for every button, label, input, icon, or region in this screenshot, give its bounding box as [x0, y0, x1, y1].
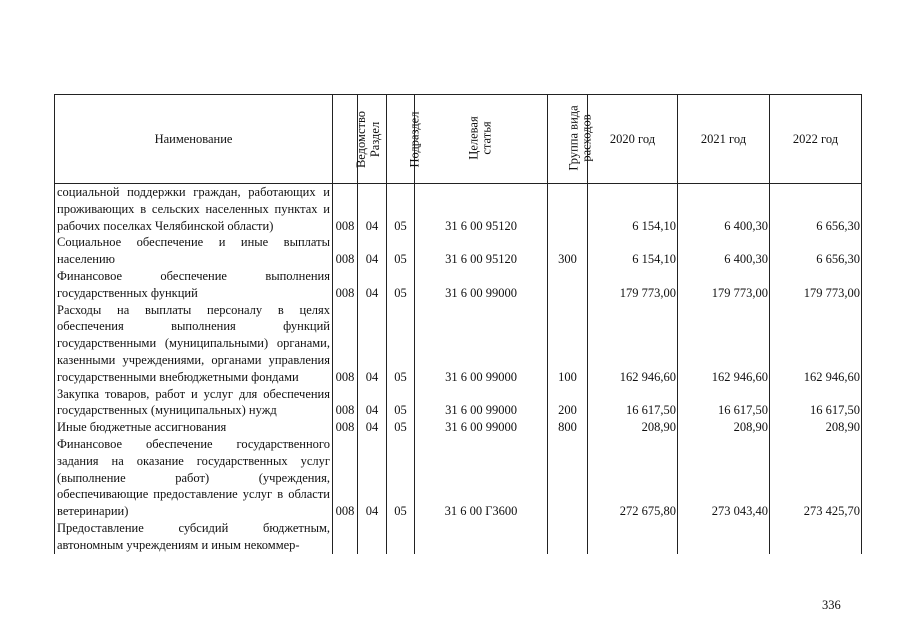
cell-expense-group: 800: [548, 419, 588, 436]
cell-target-article: 31 6 00 99000: [415, 268, 548, 302]
budget-table: [54, 94, 862, 554]
cell-name: Закупка товаров, работ и услуг для обеспечения государственных (муниципальных) нужд: [55, 386, 333, 420]
cell-expense-group: [548, 184, 588, 235]
cell-2021: 208,90: [678, 419, 770, 436]
cell-target-article: [415, 520, 548, 554]
cell-target-article: 31 6 00 99000: [415, 419, 548, 436]
header-subsection: [387, 95, 422, 184]
cell-department: 008: [333, 268, 358, 302]
header-2020-text: 2020 год: [609, 131, 656, 146]
header-section-text: Раздел: [368, 121, 383, 157]
cell-2020: [588, 520, 678, 554]
header-target-article-line2: статья: [480, 121, 494, 155]
cell-2021: 6 400,30: [678, 184, 770, 235]
cell-subsection: 05: [387, 234, 415, 268]
cell-section: 04: [358, 268, 387, 302]
header-expense-group-line2: расходов: [579, 114, 594, 162]
table-row: [55, 386, 862, 420]
cell-2021: 6 400,30: [678, 234, 770, 268]
cell-2022: 208,90: [770, 419, 862, 436]
cell-department: 008: [333, 302, 358, 386]
cell-section: 04: [358, 234, 387, 268]
cell-department: 008: [333, 386, 358, 420]
cell-2020: 16 617,50: [588, 386, 678, 420]
cell-2021: 273 043,40: [678, 436, 770, 520]
header-department: [333, 95, 369, 184]
cell-expense-group: [548, 520, 588, 554]
cell-target-article: 31 6 00 95120: [415, 184, 548, 235]
cell-subsection: 05: [387, 419, 415, 436]
cell-2020: 6 154,10: [588, 234, 678, 268]
cell-section: 04: [358, 419, 387, 436]
table-row: [55, 419, 862, 436]
cell-expense-group: 100: [548, 302, 588, 386]
header-expense-group-text: [568, 105, 594, 170]
cell-2022: 179 773,00: [770, 268, 862, 302]
header-2022-text: 2022 год: [792, 131, 839, 146]
cell-subsection: 05: [387, 184, 415, 235]
cell-name: Предоставление субсидий бюджетным, автономным учреждениям и иным некоммер-: [55, 520, 333, 554]
cell-name: Социальное обеспечение и иные выплаты населению: [55, 234, 333, 268]
cell-2021: 162 946,60: [678, 302, 770, 386]
header-2020: [588, 95, 678, 184]
cell-expense-group: 200: [548, 386, 588, 420]
cell-department: 008: [333, 419, 358, 436]
cell-expense-group: 300: [548, 234, 588, 268]
cell-section: 04: [358, 184, 387, 235]
cell-section: 04: [358, 436, 387, 520]
cell-section: 04: [358, 386, 387, 420]
cell-2022: 16 617,50: [770, 386, 862, 420]
table-row: [55, 184, 862, 235]
header-2021: [678, 95, 770, 184]
cell-2020: 179 773,00: [588, 268, 678, 302]
cell-2022: 162 946,60: [770, 302, 862, 386]
cell-section: 04: [358, 302, 387, 386]
cell-department: 008: [333, 184, 358, 235]
cell-2020: 6 154,10: [588, 184, 678, 235]
cell-expense-group: [548, 436, 588, 520]
header-expense-group-line1: Группа вида: [566, 105, 581, 171]
cell-2022: 6 656,30: [770, 234, 862, 268]
table-row: [55, 302, 862, 386]
cell-2022: 273 425,70: [770, 436, 862, 520]
cell-section: [358, 520, 387, 554]
cell-2021: 16 617,50: [678, 386, 770, 420]
cell-2022: [770, 520, 862, 554]
cell-name: Иные бюджетные ассигнования: [55, 419, 333, 436]
header-subsection-text: Подраздел: [407, 111, 422, 168]
cell-subsection: 05: [387, 302, 415, 386]
cell-target-article: 31 6 00 99000: [415, 386, 548, 420]
cell-name: Расходы на выплаты персоналу в целях обеспечения выполнения функций государственными (муниципальными) органами, казенными учреждениями, органами управления государственными внебюджетными фондами: [55, 302, 333, 386]
cell-name: Финансовое обеспечение выполнения государственных функций: [55, 268, 333, 302]
header-name-text: Наименование: [154, 131, 233, 146]
cell-department: 008: [333, 436, 358, 520]
cell-target-article: 31 6 00 99000: [415, 302, 548, 386]
cell-name: Финансовое обеспечение государственного задания на оказание государственных услуг (выполнение работ) (учреждения, обеспечивающие предоставление услуг в области ветеринарии): [55, 436, 333, 520]
cell-name: социальной поддержки граждан, работающих и проживающих в сельских населенных пунктах и рабочих поселках Челябинской области): [55, 184, 333, 235]
cell-2020: 208,90: [588, 419, 678, 436]
header-2022: [770, 95, 862, 184]
table-row: [55, 436, 862, 520]
page-number: 336: [822, 598, 841, 612]
cell-expense-group: [548, 268, 588, 302]
header-target-article-line1: Целевая: [467, 116, 481, 160]
table-header-row: [55, 95, 862, 184]
cell-subsection: 05: [387, 268, 415, 302]
header-expense-group: [548, 95, 594, 184]
cell-department: 008: [333, 234, 358, 268]
cell-department: [333, 520, 358, 554]
cell-2021: 179 773,00: [678, 268, 770, 302]
cell-2021: [678, 520, 770, 554]
table-row: [55, 268, 862, 302]
table-row: [55, 520, 862, 554]
header-target-article-text: [468, 116, 494, 159]
cell-subsection: 05: [387, 436, 415, 520]
table-body: [55, 184, 862, 554]
cell-target-article: 31 6 00 Г3600: [415, 436, 548, 520]
table-row: [55, 234, 862, 268]
cell-subsection: [387, 520, 415, 554]
cell-2020: 272 675,80: [588, 436, 678, 520]
header-target-article: [415, 95, 548, 184]
cell-target-article: 31 6 00 95120: [415, 234, 548, 268]
budget-table-container: [54, 94, 860, 554]
cell-2022: 6 656,30: [770, 184, 862, 235]
cell-2020: 162 946,60: [588, 302, 678, 386]
header-2021-text: 2021 год: [700, 131, 747, 146]
header-name: [55, 95, 333, 184]
header-department-text: Ведомство: [354, 110, 369, 168]
cell-subsection: 05: [387, 386, 415, 420]
